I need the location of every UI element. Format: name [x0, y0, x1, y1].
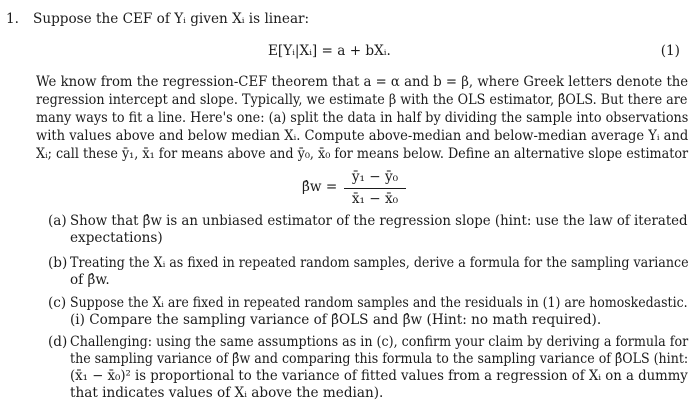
part-line: Show that β̂w is an unbiased estimator of the regression slope (hint: use the law of iterated [70, 213, 688, 229]
cef-equation: E[Yᵢ|Xᵢ] = a + bXᵢ. [268, 43, 391, 59]
estimator-definition [302, 168, 442, 210]
part-line: that indicates values of Xᵢ above the median). [70, 385, 384, 401]
part-line: Treating the Xᵢ as fixed in repeated random samples, derive a formula for the sampling variance [70, 255, 689, 271]
part-label: (d) [48, 334, 68, 350]
part-label: (b) [48, 255, 68, 271]
paragraph-line: regression intercept and slope. Typically, we estimate β with the OLS estimator, β̂OLS. But there are [36, 92, 688, 108]
problem-heading: Suppose the CEF of Yᵢ given Xᵢ is linear: [33, 11, 310, 27]
part-line: expectations) [70, 230, 163, 246]
paragraph-line: Xᵢ; call these ȳ₁, x̄₁ for means above and ȳ₀, x̄₀ for means below. Define an alternative slope estimator [36, 146, 689, 162]
fraction-denominator: x̄₁ − x̄₀ [351, 191, 399, 207]
paragraph-line: many ways to fit a line. Here's one: (a) split the data in half by dividing the sample into observations [36, 110, 689, 126]
paragraph-line: with values above and below median Xᵢ. Compute above-median and below-median average Yᵢ and [36, 128, 689, 144]
paragraph-line: We know from the regression-CEF theorem that a = α and b = β, where Greek letters denote the [36, 74, 689, 90]
part-line: the sampling variance of β̂w and comparing this formula to the sampling variance of β̂OLS (hint: [70, 351, 689, 367]
part-line: (x̄₁ − x̄₀)² is proportional to the variance of fitted values from a regression of Xᵢ on a dummy [70, 368, 688, 384]
part-label: (a) [48, 213, 67, 229]
fraction-bar [344, 188, 406, 189]
part-line: Challenging: using the same assumptions as in (c), confirm your claim by deriving a formula for [70, 334, 689, 350]
part-line: Suppose the Xᵢ are fixed in repeated random samples and the residuals in (1) are homoskedastic. [70, 295, 688, 311]
fraction-numerator: ȳ₁ − ȳ₀ [351, 169, 399, 185]
problem-number: 1. [6, 11, 19, 27]
part-line: of β̂w. [70, 272, 110, 288]
estimator-lhs: β̂w = [302, 179, 338, 195]
part-label: (c) [48, 295, 67, 311]
part-line: (i) Compare the sampling variance of β̂OLS and β̂w (Hint: no math required). [70, 312, 602, 328]
equation-number: (1) [660, 43, 680, 59]
